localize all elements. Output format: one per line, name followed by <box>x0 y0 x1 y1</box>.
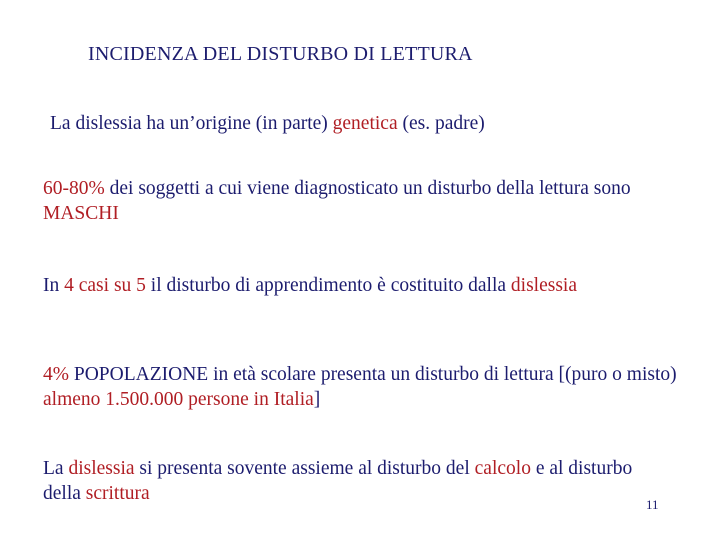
text-segment: ] <box>313 389 321 410</box>
page-number: 11 <box>646 497 659 512</box>
text-segment: (es. padre) <box>397 113 485 134</box>
highlight-dislessia: dislessia <box>68 458 135 479</box>
text-segment: e al disturbo della <box>43 458 633 504</box>
paragraph-comorbidity <box>43 456 643 506</box>
text-segment: La dislessia ha un’origine (in parte) <box>50 113 333 134</box>
paragraph-male-percentage <box>43 176 683 226</box>
highlight-people-count: almeno 1.500.000 persone in Italia <box>43 389 314 410</box>
text-segment: si presenta sovente assieme al disturbo del <box>134 458 475 479</box>
highlight-maschi: MASCHI <box>43 203 119 224</box>
text-segment: POPOLAZIONE in età scolare presenta un disturbo di lettura [(puro o misto) <box>69 364 677 385</box>
highlight-four-percent: 4% <box>43 364 69 385</box>
paragraph-four-in-five <box>43 273 683 298</box>
highlight-four-in-five: 4 casi su 5 <box>64 275 146 296</box>
highlight-dislessia: dislessia <box>510 275 578 296</box>
text-segment: In <box>43 275 65 296</box>
paragraph-genetic-origin <box>50 111 485 136</box>
text-segment: La <box>43 458 69 479</box>
highlight-percentage: 60-80% <box>43 178 105 199</box>
paragraph-population <box>43 362 683 412</box>
text-segment: dei soggetti a cui viene diagnosticato un disturbo della lettura sono <box>104 178 631 199</box>
highlight-scrittura: scrittura <box>85 483 150 504</box>
slide-title: INCIDENZA DEL DISTURBO DI LETTURA <box>88 43 473 65</box>
text-segment: il disturbo di apprendimento è costituito dalla <box>145 275 511 296</box>
highlight-genetica: genetica <box>332 113 398 134</box>
highlight-calcolo: calcolo <box>474 458 531 479</box>
